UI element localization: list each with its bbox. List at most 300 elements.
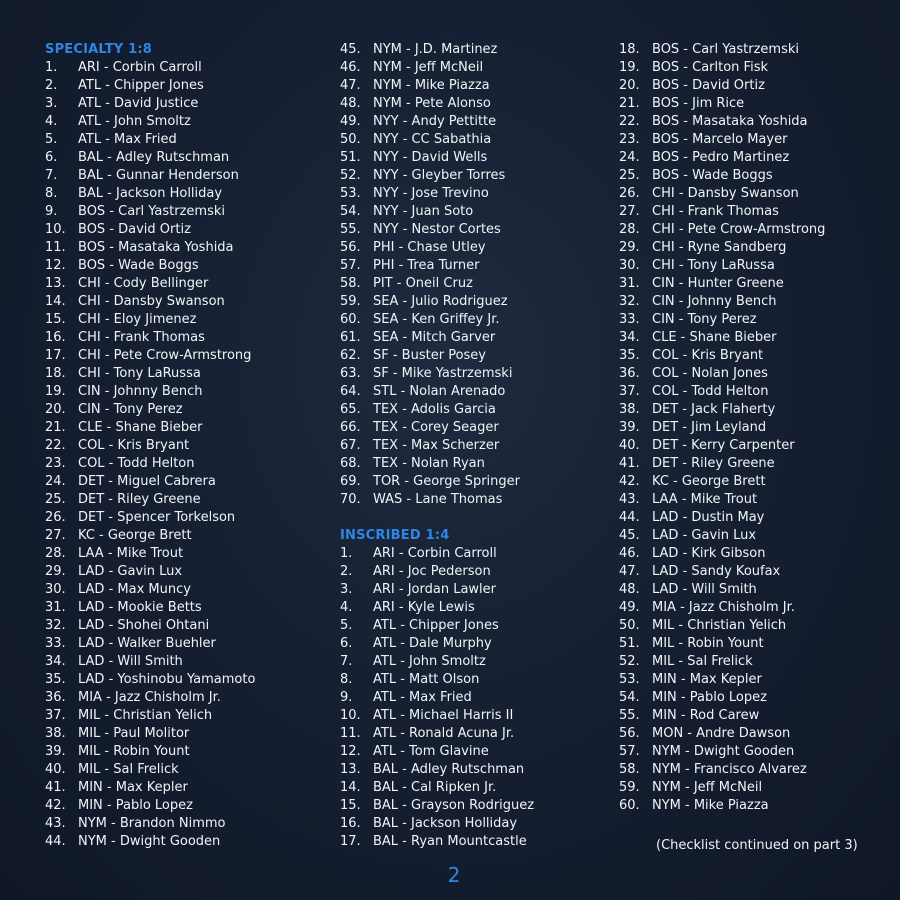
checklist-item [45, 347, 315, 365]
item-name: NYY - Gleyber Torres [373, 168, 506, 183]
item-name: LAD - Walker Buehler [78, 636, 216, 651]
item-number: 36. [619, 366, 640, 381]
item-number: 21. [45, 420, 66, 435]
item-name: LAD - Kirk Gibson [652, 546, 766, 561]
item-name: ARI - Corbin Carroll [373, 546, 497, 561]
item-name: SEA - Julio Rodriguez [373, 294, 508, 309]
item-number: 4. [340, 600, 353, 615]
item-name: TOR - George Springer [373, 474, 520, 489]
item-number: 48. [619, 582, 640, 597]
item-name: CHI - Dansby Swanson [652, 186, 799, 201]
item-name: CIN - Tony Perez [652, 312, 757, 327]
item-name: CLE - Shane Bieber [652, 330, 777, 345]
item-number: 24. [45, 474, 66, 489]
item-number: 67. [340, 438, 361, 453]
item-name: CHI - Dansby Swanson [78, 294, 225, 309]
item-number: 39. [45, 744, 66, 759]
item-number: 1. [45, 60, 58, 75]
item-name: BAL - Ryan Mountcastle [373, 834, 527, 849]
checklist-item [619, 131, 889, 149]
checklist-item [45, 167, 315, 185]
checklist-item [619, 473, 889, 491]
item-number: 22. [45, 438, 66, 453]
checklist-item [340, 671, 610, 689]
checklist-item [45, 419, 315, 437]
checklist-item [619, 167, 889, 185]
item-name: PHI - Trea Turner [373, 258, 480, 273]
item-number: 64. [340, 384, 361, 399]
item-name: ARI - Corbin Carroll [78, 60, 202, 75]
item-name: ARI - Jordan Lawler [373, 582, 497, 597]
item-name: KC - George Brett [652, 474, 766, 489]
item-number: 1. [340, 546, 353, 561]
checklist-item [340, 311, 610, 329]
item-number: 40. [45, 762, 66, 777]
item-number: 44. [45, 834, 66, 849]
item-name: BOS - Wade Boggs [78, 258, 199, 273]
column-1 [45, 41, 315, 851]
item-number: 19. [619, 60, 640, 75]
item-name: LAA - Mike Trout [652, 492, 758, 507]
item-number: 12. [45, 258, 66, 273]
item-number: 17. [45, 348, 66, 363]
checklist-item [619, 797, 889, 815]
item-name: COL - Todd Helton [78, 456, 195, 471]
item-name: LAD - Mookie Betts [78, 600, 202, 615]
item-number: 15. [45, 312, 66, 327]
checklist-item [340, 95, 610, 113]
item-number: 5. [45, 132, 58, 147]
checklist-item [45, 365, 315, 383]
item-number: 58. [340, 276, 361, 291]
item-number: 68. [340, 456, 361, 471]
item-number: 7. [340, 654, 353, 669]
item-name: CLE - Shane Bieber [78, 420, 203, 435]
checklist-item [619, 689, 889, 707]
checklist-item [45, 779, 315, 797]
item-number: 14. [45, 294, 66, 309]
checklist-item [45, 725, 315, 743]
item-name: MIL - Christian Yelich [78, 708, 213, 723]
checklist-item [619, 221, 889, 239]
item-name: BOS - David Ortiz [652, 78, 765, 93]
item-name: MIL - Sal Frelick [78, 762, 179, 777]
checklist-item [619, 59, 889, 77]
checklist-item [619, 95, 889, 113]
item-name: SF - Mike Yastrzemski [373, 366, 513, 381]
item-name: STL - Nolan Arenado [373, 384, 506, 399]
checklist-item [45, 617, 315, 635]
item-number: 8. [340, 672, 353, 687]
checklist-item [619, 509, 889, 527]
item-number: 51. [340, 150, 361, 165]
item-number: 25. [619, 168, 640, 183]
checklist-item [45, 689, 315, 707]
checklist-item [619, 293, 889, 311]
item-name: BOS - Pedro Martinez [652, 150, 790, 165]
item-number: 12. [340, 744, 361, 759]
checklist-item [340, 113, 610, 131]
item-name: WAS - Lane Thomas [373, 492, 503, 507]
item-number: 63. [340, 366, 361, 381]
column-2 [340, 41, 610, 851]
item-number: 10. [340, 708, 361, 723]
item-number: 6. [340, 636, 353, 651]
checklist-item [340, 653, 610, 671]
item-number: 44. [619, 510, 640, 525]
item-number: 16. [45, 330, 66, 345]
checklist-item [45, 491, 315, 509]
checklist-item [619, 77, 889, 95]
item-name: ATL - Michael Harris II [373, 708, 514, 723]
checklist-item [340, 131, 610, 149]
checklist-item [340, 329, 610, 347]
item-name: KC - George Brett [78, 528, 192, 543]
item-number: 39. [619, 420, 640, 435]
item-name: BOS - Marcelo Mayer [652, 132, 788, 147]
checklist-item [340, 707, 610, 725]
checklist-item [340, 635, 610, 653]
item-number: 23. [619, 132, 640, 147]
item-name: BOS - Wade Boggs [652, 168, 773, 183]
item-number: 46. [619, 546, 640, 561]
item-number: 2. [45, 78, 58, 93]
checklist-item [340, 365, 610, 383]
item-name: NYY - Juan Soto [373, 204, 474, 219]
item-name: SEA - Mitch Garver [373, 330, 496, 345]
checklist-item [619, 761, 889, 779]
item-number: 48. [340, 96, 361, 111]
item-name: MIN - Max Kepler [78, 780, 188, 795]
item-name: CIN - Johnny Bench [78, 384, 203, 399]
item-number: 60. [340, 312, 361, 327]
item-name: COL - Kris Bryant [78, 438, 190, 453]
checklist-item [340, 491, 610, 509]
item-number: 17. [340, 834, 361, 849]
item-number: 50. [619, 618, 640, 633]
checklist-item [45, 581, 315, 599]
item-number: 21. [619, 96, 640, 111]
item-number: 8. [45, 186, 58, 201]
item-name: ATL - Max Fried [373, 690, 472, 705]
item-number: 47. [619, 564, 640, 579]
item-name: CIN - Hunter Greene [652, 276, 784, 291]
item-number: 40. [619, 438, 640, 453]
item-number: 11. [45, 240, 66, 255]
checklist-item [619, 419, 889, 437]
item-number: 53. [340, 186, 361, 201]
checklist-item [45, 797, 315, 815]
item-name: LAD - Will Smith [78, 654, 183, 669]
item-number: 6. [45, 150, 58, 165]
item-name: BOS - Carl Yastrzemski [78, 204, 225, 219]
item-number: 3. [340, 582, 353, 597]
item-number: 42. [619, 474, 640, 489]
item-name: LAD - Yoshinobu Yamamoto [78, 672, 256, 687]
item-name: DET - Kerry Carpenter [652, 438, 795, 453]
item-number: 34. [619, 330, 640, 345]
item-name: COL - Todd Helton [652, 384, 769, 399]
item-number: 31. [619, 276, 640, 291]
checklist-item [619, 599, 889, 617]
item-name: NYM - Brandon Nimmo [78, 816, 226, 831]
checklist-item [619, 545, 889, 563]
item-number: 18. [45, 366, 66, 381]
item-number: 55. [619, 708, 640, 723]
item-number: 22. [619, 114, 640, 129]
checklist-item [340, 779, 610, 797]
item-name: COL - Kris Bryant [652, 348, 764, 363]
item-name: CHI - Pete Crow-Armstrong [78, 348, 252, 363]
checklist-item [340, 761, 610, 779]
item-number: 62. [340, 348, 361, 363]
item-number: 59. [619, 780, 640, 795]
item-name: BAL - Jackson Holliday [373, 816, 518, 831]
item-name: MIN - Rod Carew [652, 708, 760, 723]
checklist-item [340, 401, 610, 419]
checklist-item [619, 707, 889, 725]
item-number: 70. [340, 492, 361, 507]
checklist-item [619, 149, 889, 167]
page-number: 2 [447, 863, 461, 887]
checklist-item [45, 653, 315, 671]
checklist-item [45, 545, 315, 563]
item-name: DET - Jack Flaherty [652, 402, 776, 417]
checklist-item [340, 221, 610, 239]
item-number: 11. [340, 726, 361, 741]
item-name: MIL - Robin Yount [78, 744, 190, 759]
item-name: COL - Nolan Jones [652, 366, 768, 381]
item-name: MIL - Paul Molitor [78, 726, 190, 741]
checklist-item [45, 59, 315, 77]
item-name: LAD - Shohei Ohtani [78, 618, 210, 633]
item-number: 57. [340, 258, 361, 273]
checklist-item [340, 617, 610, 635]
checklist-item [340, 347, 610, 365]
checklist-item [45, 275, 315, 293]
checklist-item [45, 221, 315, 239]
item-name: NYM - Dwight Gooden [652, 744, 795, 759]
item-number: 37. [619, 384, 640, 399]
item-name: CHI - Pete Crow-Armstrong [652, 222, 826, 237]
checklist-item [619, 671, 889, 689]
checklist-item [619, 437, 889, 455]
item-name: ATL - Tom Glavine [373, 744, 489, 759]
checklist-item [45, 329, 315, 347]
item-number: 46. [340, 60, 361, 75]
checklist-item [45, 383, 315, 401]
checklist-item [340, 815, 610, 833]
checklist-item [340, 563, 610, 581]
item-number: 30. [619, 258, 640, 273]
checklist-item [340, 149, 610, 167]
item-number: 32. [619, 294, 640, 309]
item-name: NYY - David Wells [373, 150, 488, 165]
item-name: CHI - Tony LaRussa [652, 258, 775, 273]
item-name: DET - Riley Greene [78, 492, 201, 507]
checklist-item [619, 779, 889, 797]
item-name: ATL - David Justice [78, 96, 199, 111]
item-name: BOS - Jim Rice [652, 96, 745, 111]
checklist-item [45, 239, 315, 257]
item-name: LAD - Gavin Lux [652, 528, 757, 543]
item-name: ATL - Dale Murphy [373, 636, 492, 651]
item-number: 55. [340, 222, 361, 237]
item-name: MIA - Jazz Chisholm Jr. [78, 690, 221, 705]
item-number: 34. [45, 654, 66, 669]
checklist-item [340, 167, 610, 185]
checklist-item [45, 707, 315, 725]
checklist-item [619, 113, 889, 131]
checklist-item [45, 437, 315, 455]
item-name: BAL - Grayson Rodriguez [373, 798, 535, 813]
item-number: 38. [45, 726, 66, 741]
checklist-item [619, 185, 889, 203]
item-number: 69. [340, 474, 361, 489]
checklist-item [619, 743, 889, 761]
checklist-item [619, 491, 889, 509]
item-number: 61. [340, 330, 361, 345]
item-number: 19. [45, 384, 66, 399]
item-number: 43. [45, 816, 66, 831]
checklist-item [619, 257, 889, 275]
item-number: 65. [340, 402, 361, 417]
item-name: ATL - Ronald Acuna Jr. [373, 726, 515, 741]
item-number: 32. [45, 618, 66, 633]
item-number: 27. [45, 528, 66, 543]
checklist-item [340, 833, 610, 851]
checklist-item [340, 455, 610, 473]
item-name: BOS - Carlton Fisk [652, 60, 768, 75]
item-name: BAL - Adley Rutschman [78, 150, 230, 165]
checklist-item [45, 131, 315, 149]
checklist-item [340, 581, 610, 599]
checklist-item [340, 599, 610, 617]
checklist-item [45, 95, 315, 113]
checklist-item [619, 41, 889, 59]
checklist-item [340, 275, 610, 293]
checklist-item [340, 257, 610, 275]
item-name: NYM - Pete Alonso [373, 96, 491, 111]
item-number: 56. [340, 240, 361, 255]
item-name: NYM - Dwight Gooden [78, 834, 221, 849]
checklist-item [340, 77, 610, 95]
item-name: BOS - David Ortiz [78, 222, 191, 237]
item-name: NYY - Nestor Cortes [373, 222, 501, 237]
checklist-item [45, 203, 315, 221]
item-number: 4. [45, 114, 58, 129]
item-name: TEX - Adolis Garcia [373, 402, 496, 417]
checklist-item [340, 203, 610, 221]
checklist-item [45, 833, 315, 851]
item-number: 29. [619, 240, 640, 255]
item-name: MON - Andre Dawson [652, 726, 791, 741]
item-number: 18. [619, 42, 640, 57]
item-name: PIT - Oneil Cruz [373, 276, 473, 291]
checklist-item [45, 563, 315, 581]
item-name: DET - Jim Leyland [652, 420, 767, 435]
item-number: 28. [619, 222, 640, 237]
checklist-item [619, 347, 889, 365]
item-name: NYM - Jeff McNeil [373, 60, 484, 75]
item-number: 59. [340, 294, 361, 309]
item-number: 47. [340, 78, 361, 93]
item-number: 24. [619, 150, 640, 165]
checklist-item [619, 563, 889, 581]
item-number: 30. [45, 582, 66, 597]
checklist-item [619, 329, 889, 347]
continuation-note: (Checklist continued on part 3) [656, 838, 858, 853]
inscribed-section-title: INSCRIBED 1:4 [340, 528, 450, 543]
item-name: MIL - Robin Yount [652, 636, 764, 651]
item-name: ATL - Chipper Jones [78, 78, 204, 93]
item-number: 54. [340, 204, 361, 219]
item-name: ATL - Max Fried [78, 132, 177, 147]
item-name: SF - Buster Posey [373, 348, 486, 363]
checklist-item [619, 653, 889, 671]
item-name: LAD - Will Smith [652, 582, 757, 597]
item-number: 20. [619, 78, 640, 93]
item-name: SEA - Ken Griffey Jr. [373, 312, 500, 327]
item-name: CHI - Frank Thomas [652, 204, 779, 219]
checklist-item [619, 635, 889, 653]
checklist-item [619, 239, 889, 257]
item-number: 16. [340, 816, 361, 831]
checklist-item [340, 743, 610, 761]
item-number: 60. [619, 798, 640, 813]
checklist-item [45, 671, 315, 689]
item-number: 41. [45, 780, 66, 795]
checklist-item [45, 815, 315, 833]
checklist-item [45, 311, 315, 329]
item-name: NYM - Mike Piazza [652, 798, 769, 813]
item-name: BAL - Cal Ripken Jr. [373, 780, 497, 795]
item-name: CHI - Tony LaRussa [78, 366, 201, 381]
item-name: ATL - Matt Olson [373, 672, 480, 687]
item-number: 36. [45, 690, 66, 705]
item-name: ATL - John Smoltz [78, 114, 191, 129]
checklist-item [619, 203, 889, 221]
item-name: BOS - Carl Yastrzemski [652, 42, 799, 57]
item-number: 10. [45, 222, 66, 237]
item-name: MIN - Pablo Lopez [652, 690, 767, 705]
item-number: 66. [340, 420, 361, 435]
checklist-item [45, 509, 315, 527]
checklist-item [45, 761, 315, 779]
item-name: BAL - Adley Rutschman [373, 762, 525, 777]
checklist-item [45, 527, 315, 545]
item-name: CHI - Frank Thomas [78, 330, 205, 345]
item-number: 7. [45, 168, 58, 183]
item-name: BAL - Jackson Holliday [78, 186, 223, 201]
item-name: PHI - Chase Utley [373, 240, 486, 255]
item-number: 33. [619, 312, 640, 327]
item-name: DET - Spencer Torkelson [78, 510, 236, 525]
checklist-item [45, 113, 315, 131]
checklist-item [340, 239, 610, 257]
checklist-item [340, 293, 610, 311]
checklist-item [619, 725, 889, 743]
item-name: CHI - Cody Bellinger [78, 276, 209, 291]
item-number: 45. [340, 42, 361, 57]
item-name: TEX - Corey Seager [373, 420, 499, 435]
item-name: CIN - Tony Perez [78, 402, 183, 417]
item-name: DET - Riley Greene [652, 456, 775, 471]
item-number: 35. [45, 672, 66, 687]
item-number: 53. [619, 672, 640, 687]
checklist-item [619, 455, 889, 473]
item-number: 13. [45, 276, 66, 291]
